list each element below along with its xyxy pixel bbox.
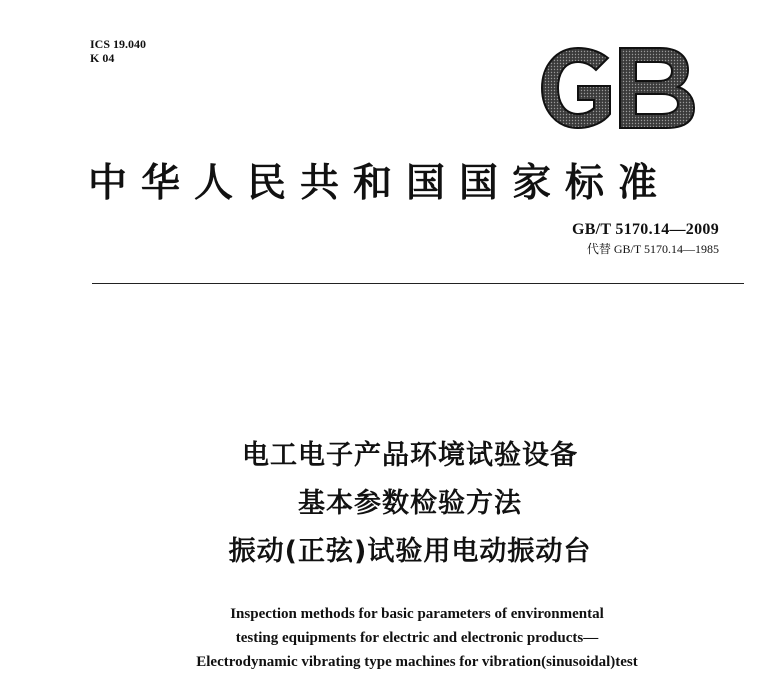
chinese-title-line-1: 电工电子产品环境试验设备 bbox=[242, 440, 578, 471]
replaces-standard: 代替 GB/T 5170.14—1985 bbox=[586, 242, 719, 256]
national-standard-heading: 中华人民共和国国家标准 bbox=[88, 161, 672, 206]
divider-line bbox=[92, 283, 744, 284]
english-title-line-1: Inspection methods for basic parameters of environmental bbox=[230, 606, 604, 622]
ics-code: ICS 19.040 bbox=[90, 37, 147, 51]
classification-codes bbox=[90, 37, 146, 65]
english-title-line-3: Electrodynamic vibrating type machines for vibration(sinusoidal)test bbox=[196, 654, 638, 670]
chinese-title-line-2: 基本参数检验方法 bbox=[298, 488, 522, 519]
english-title-line-2: testing equipments for electric and electronic products— bbox=[235, 630, 599, 646]
standard-number-block bbox=[572, 221, 719, 257]
gb-standard-logo-icon bbox=[538, 44, 698, 132]
standard-number: GB/T 5170.14—2009 bbox=[571, 221, 719, 238]
chinese-title bbox=[0, 432, 781, 576]
chinese-title-line-3: 振动(正弦)试验用电动振动台 bbox=[228, 536, 592, 567]
english-title bbox=[0, 602, 781, 674]
ccs-code: K 04 bbox=[90, 51, 115, 65]
gb-logo bbox=[538, 44, 698, 132]
